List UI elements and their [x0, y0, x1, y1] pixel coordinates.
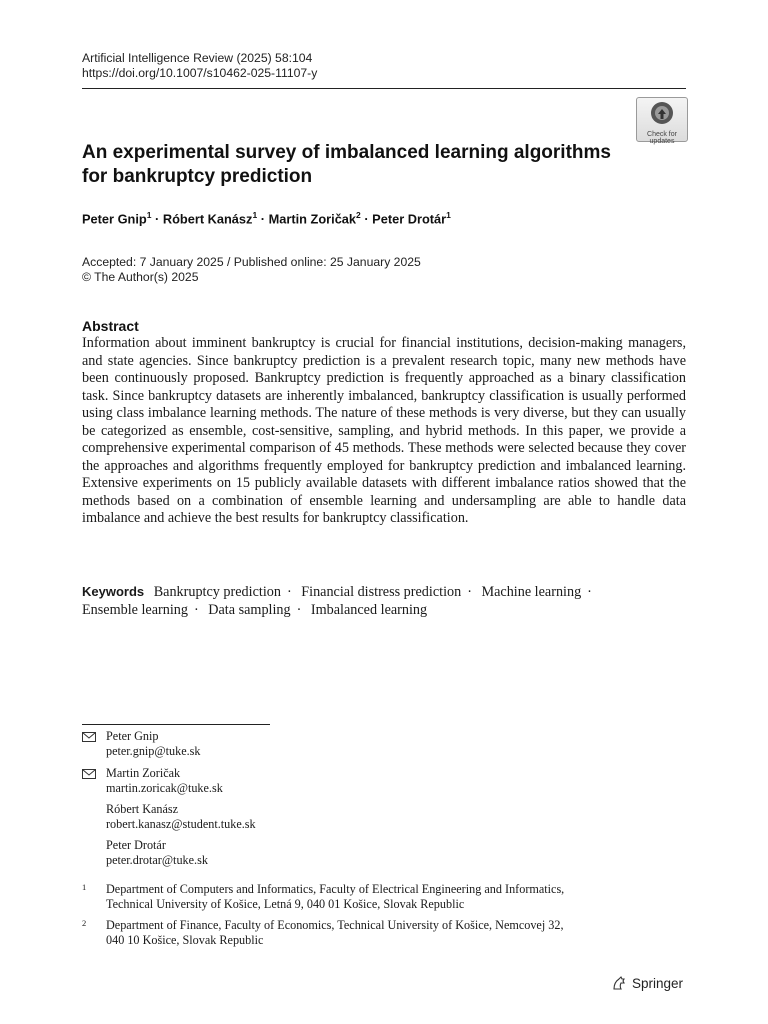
doi-link[interactable]: https://doi.org/10.1007/s10462-025-11107-y	[82, 66, 318, 80]
keyword: Imbalanced learning	[310, 601, 428, 618]
keyword: Ensemble learning	[82, 601, 188, 618]
publisher-name: Springer	[632, 976, 684, 991]
author-affiliation-mark: 1	[252, 210, 258, 220]
contact-entry	[82, 838, 682, 868]
contact-entry	[82, 729, 682, 759]
author-separator: ·	[155, 211, 160, 227]
contact-name: Peter Drotár	[106, 838, 166, 852]
author-name[interactable]: Peter Drotár	[372, 211, 447, 227]
author-name[interactable]: Peter Gnip	[82, 211, 147, 227]
paper-title	[82, 141, 642, 189]
check-for-updates-badge[interactable]	[636, 97, 688, 145]
publication-dates	[82, 255, 421, 285]
contact-email[interactable]: robert.kanasz@student.tuke.sk	[106, 817, 256, 831]
contact-email[interactable]: peter.gnip@tuke.sk	[106, 744, 201, 758]
journal-header	[82, 51, 317, 81]
affiliation-line: Technical University of Košice, Letná 9, 040 01 Košice, Slovak Republic	[106, 897, 465, 911]
author-list	[82, 207, 451, 227]
affiliation-line: 040 10 Košice, Slovak Republic	[106, 933, 264, 947]
contact-name: Róbert Kanász	[106, 802, 179, 816]
contact-entry	[82, 802, 682, 832]
check-for-updates-line2: updates	[649, 138, 675, 145]
contact-name: Martin Zoričak	[106, 766, 181, 780]
publisher-logo	[611, 975, 683, 993]
keyword-separator: ·	[286, 584, 292, 600]
keywords-block	[82, 583, 686, 619]
check-for-updates-icon	[650, 101, 674, 125]
contact-entry	[82, 766, 682, 796]
contact-email[interactable]: martin.zoricak@tuke.sk	[106, 781, 223, 795]
keyword: Machine learning	[481, 584, 582, 600]
abstract-heading: Abstract	[82, 318, 139, 334]
affiliation-line: Department of Computers and Informatics, Faculty of Electrical Engineering and Informatics,	[106, 882, 565, 896]
keyword: Financial distress prediction	[301, 584, 462, 600]
keywords-label: Keywords	[82, 584, 145, 599]
title-line-1: An experimental survey of imbalanced learning algorithms	[82, 142, 611, 163]
affiliation	[82, 918, 686, 948]
envelope-icon	[82, 732, 96, 742]
keyword-separator: ·	[296, 601, 302, 618]
author-affiliation-mark: 1	[146, 210, 152, 220]
check-for-updates-line1: Check for	[647, 131, 677, 138]
envelope-icon	[82, 769, 96, 779]
keyword-separator: ·	[467, 584, 472, 600]
title-line-2: for bankruptcy prediction	[82, 166, 313, 187]
contact-name: Peter Gnip	[106, 729, 159, 743]
keyword: Bankruptcy prediction	[153, 584, 281, 600]
author-separator: ·	[364, 211, 369, 227]
author-name[interactable]: Róbert Kanász	[162, 211, 253, 227]
affiliation	[82, 882, 686, 912]
author-separator: ·	[260, 211, 266, 227]
journal-citation: Artificial Intelligence Review (2025) 58:104	[82, 51, 313, 65]
springer-horse-icon	[611, 975, 627, 991]
affiliation-number: 2	[82, 918, 87, 928]
contact-email[interactable]: peter.drotar@tuke.sk	[106, 853, 208, 867]
author-name[interactable]: Martin Zoričak	[268, 211, 357, 227]
copyright-line: © The Author(s) 2025	[82, 270, 199, 284]
accepted-published-date: Accepted: 7 January 2025 / Published online: 25 January 2025	[82, 255, 421, 269]
affiliation-number: 1	[82, 882, 87, 892]
keyword: Data sampling	[208, 601, 291, 618]
keyword-separator: ·	[587, 584, 592, 600]
affiliation-line: Department of Finance, Faculty of Economics, Technical University of Košice, Nemcovej 32,	[106, 918, 564, 932]
keyword-separator: ·	[193, 601, 199, 618]
author-affiliation-mark: 2	[356, 210, 361, 220]
abstract-text: Information about imminent bankruptcy is crucial for financial institutions, decision-making managers, and state agencies. Since bankruptcy prediction is a prevalent research topic, many new methods have been continuously proposed. Bankruptcy prediction is frequently approached as a binary classification task. Since bankruptcy datasets are inherently imbalanced, bankruptcy classification is usually performed using class imbalance learning methods. The nature of these methods is very diverse, but they can usually be categorized as ensemble, cost-sensitive, sampling, and hybrid methods. In this paper, we provide a comprehensive experimental comparison of 45 methods. These methods were selected because they cover the approaches and algorithms frequently employed for bankruptcy prediction and imbalanced learning. Extensive experiments on 15 publicly available datasets with different imbalance ratios showed that the methods based on a combination of ensemble learning and undersampling are able to handle data imbalance and achieve the best results for bankruptcy classification.	[82, 335, 686, 526]
footnote-rule	[82, 724, 270, 725]
header-rule	[82, 88, 686, 89]
author-affiliation-mark: 1	[446, 210, 451, 220]
